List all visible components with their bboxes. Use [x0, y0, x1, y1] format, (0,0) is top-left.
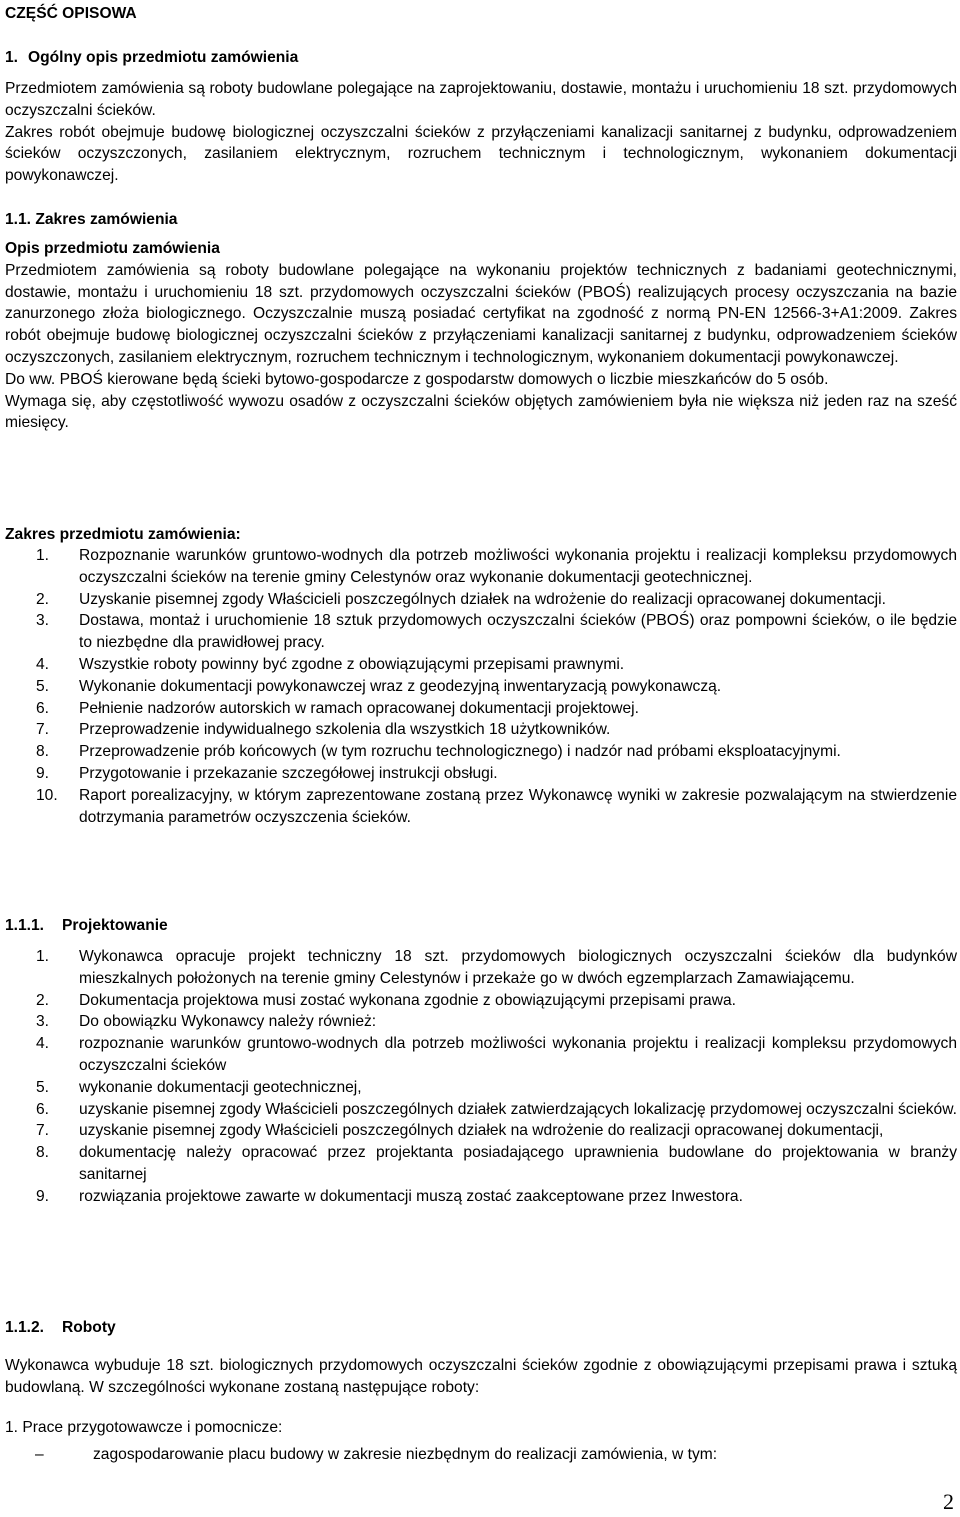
section-number: 1. [5, 49, 19, 66]
section-title: Projektowanie [62, 917, 168, 934]
list-item: 8. dokumentację należy opracować przez projektanta posiadającego uprawnienia budowlane do projektowania w branży sanitarnej [36, 1144, 957, 1183]
list-item: 1. Rozpoznanie warunków gruntowo-wodnych dla potrzeb możliwości wykonania projektu i realizacji kompleksu przydomowych oczyszczalni ścieków na terenie gminy Celestynów oraz wykonanie dokumentacji geotechnicznej. [36, 547, 957, 586]
section-1-1-2-heading [5, 1319, 116, 1337]
list-item: 3. Do obowiązku Wykonawcy należy również: [36, 1013, 377, 1031]
intro-paragraph: Zakres robót obejmuje budowę biologicznej oczyszczalni ścieków z przyłączeniami kanalizacji sanitarnej z budynku, odprowadzeniem ścieków oczyszczonych, zasilaniem elektrycznym, rozruchem technicznym i technologicznym, wykonaniem dokumentacji powykonawczej. [5, 123, 957, 185]
opis-block [5, 238, 957, 434]
section-title: Roboty [62, 1319, 116, 1336]
list-item: 9. rozwiązania projektowe zawarte w dokumentacji muszą zostać zaakceptowane przez Inwestora. [36, 1187, 743, 1205]
list-item: 4. Wszystkie roboty powinny być zgodne z obowiązującymi przepisami prawnymi. [36, 655, 625, 673]
section-number: 1.1.2. [5, 1319, 45, 1336]
opis-paragraph: Wymaga się, aby częstotliwość wywozu osadów z oczyszczalni ścieków objętych zamówieniem była nie większa niż jeden raz na sześć miesięcy. [5, 392, 957, 432]
list-item: 5. wykonanie dokumentacji geotechnicznej, [36, 1078, 362, 1096]
list-item: 2. Uzyskanie pisemnej zgody Właścicieli poszczególnych działek na wdrożenie do realizacji opracowanej dokumentacji. [36, 590, 886, 608]
dash-item-text: zagospodarowanie placu budowy w zakresie niezbędnym do realizacji zamówienia, w tym: [93, 1446, 718, 1463]
opis-paragraph: Do ww. PBOŚ kierowane będą ścieki bytowo-gospodarcze z gospodarstw domowych o liczbie mieszkańców do 5 osób. [5, 370, 829, 388]
list-item: 5. Wykonanie dokumentacji powykonawczej wraz z geodezyjną inwentaryzacją powykonawczą. [36, 677, 722, 695]
zakres-heading: Zakres przedmiotu zamówienia: [5, 526, 241, 543]
list-item: 8. Przeprowadzenie prób końcowych (w tym rozruchu technologicznego) i nadzór nad próbami eksploatacyjnymi. [36, 743, 841, 761]
list-item: 6. uzyskanie pisemnej zgody Właścicieli poszczególnych działek zatwierdzających lokalizację przydomowej oczyszczalni ścieków. [36, 1100, 957, 1118]
list-item: 7. uzyskanie pisemnej zgody Właścicieli poszczególnych działek na wdrożenie do realizacji opracowanej dokumentacji, [36, 1122, 884, 1140]
list-item: 2. Dokumentacja projektowa musi zostać wykonana zgodnie z obowiązującymi przepisami prawa. [36, 991, 736, 1009]
roboty-paragraph: Wykonawca wybuduje 18 szt. biologicznych przydomowych oczyszczalni ścieków zgodnie z obowiązującymi przepisami prawa i sztuką budowlaną. W szczególności wykonane zostaną następujące roboty: [5, 1357, 957, 1396]
section-1-heading [5, 47, 298, 68]
list-item: 4. rozpoznanie warunków gruntowo-wodnych dla potrzeb możliwości wykonania projektu i realizacji kompleksu przydomowych oczyszczalni ścieków [36, 1035, 957, 1074]
prace-heading: 1. Prace przygotowawcze i pomocnicze: [5, 1419, 283, 1436]
section-1-1-heading: 1.1. Zakres zamówienia [5, 211, 178, 228]
section-number: 1.1.1. [5, 917, 45, 934]
list-item: 10. Raport porealizacyjny, w którym zaprezentowane zostaną przez Wykonawcę wyniki w zakresie pozwalającym na stwierdzenie dotrzymania parametrów oczyszczenia ścieków. [36, 786, 957, 826]
dash-bullet-icon: – [35, 1446, 44, 1463]
opis-heading: Opis przedmiotu zamówienia [5, 240, 220, 257]
intro-block [5, 78, 957, 187]
zakres-list [5, 545, 957, 828]
list-item: 6. Pełnienie nadzorów autorskich w ramach opracowanej dokumentacji projektowej. [36, 699, 639, 717]
intro-paragraph: Przedmiotem zamówienia są roboty budowlane polegające na zaprojektowaniu, dostawie, montażu i uruchomieniu 18 szt. przydomowych oczyszczalni ścieków. [5, 80, 957, 119]
list-item: 3. Dostawa, montaż i uruchomienie 18 sztuk przydomowych oczyszczalni ścieków (PBOŚ) oraz pompowni ścieków, o ile będzie to niezbędne dla prawidłowej pracy. [36, 612, 957, 652]
section-1-1-1-heading [5, 917, 168, 935]
projekt-list [5, 946, 957, 1208]
list-item: 9. Przygotowanie i przekazanie szczegółowej instrukcji obsługi. [36, 764, 498, 782]
section-title: Ogólny opis przedmiotu zamówienia [28, 49, 299, 66]
list-item: 1. Wykonawca opracuje projekt techniczny 18 szt. przydomowych biologicznych oczyszczalni ścieków dla budynków mieszkalnych położonych na terenie gminy Celestynów i przekaże go w dwóch egzemplarzach Zamawiającemu. [36, 948, 957, 987]
dash-list-item [35, 1444, 717, 1466]
opis-paragraph: Przedmiotem zamówienia są roboty budowlane polegające na wykonaniu projektów technicznych z badaniami geotechnicznymi, dostawie, montażu i uruchomieniu 18 szt. przydomowych oczyszczalni ścieków (PBOŚ) realizujących procesy oczyszczania na bazie zanurzonego złoża biologicznego. Oczyszczalnie muszą posiadać certyfikat na zgodność z normą PN-EN 12566-3+A1:2009. Zakres robót obejmuje budowę biologicznej oczyszczalni ścieków z przyłączeniami kanalizacji sanitarnej z budynku, odprowadzeniem ścieków oczyszczonych, zasilaniem elektrycznym, rozruchem technicznym i technologicznym, wykonaniem dokumentacji powykonawczej. [5, 261, 957, 366]
list-item: 7. Przeprowadzenie indywidualnego szkolenia dla wszystkich 18 użytkowników. [36, 721, 611, 739]
document-title: CZĘŚĆ OPISOWA [5, 5, 137, 22]
page-number: 2 [943, 1489, 954, 1514]
